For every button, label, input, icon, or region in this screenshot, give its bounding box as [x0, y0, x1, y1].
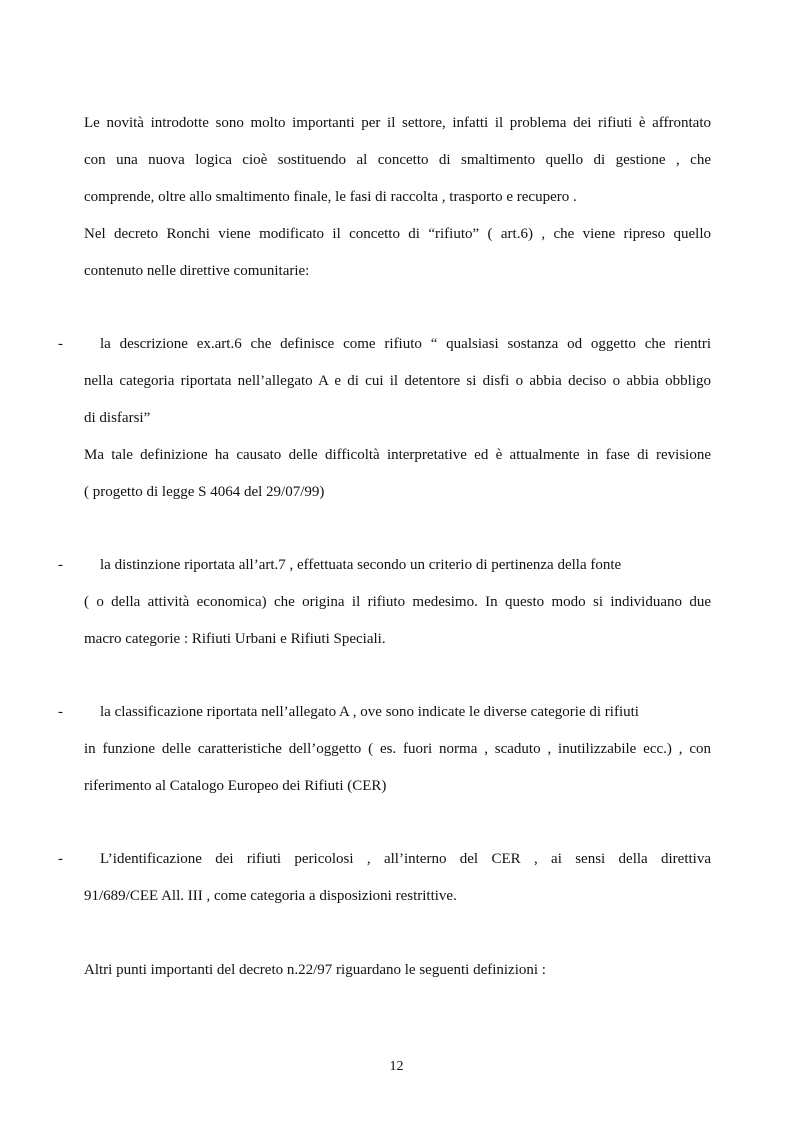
- text-line: macro categorie : Rifiuti Urbani e Rifiuti Speciali.: [84, 631, 386, 647]
- text-line: comprende, oltre allo smaltimento finale, le fasi di raccolta , trasporto e recupero .: [84, 189, 577, 205]
- bullet-dash: -: [58, 704, 63, 720]
- text-line: Ma tale definizione ha causato delle difficoltà interpretative ed è attualmente in fase di revisione: [84, 447, 711, 463]
- bullet-dash: -: [58, 851, 63, 867]
- text-line: Nel decreto Ronchi viene modificato il concetto di “rifiuto” ( art.6) , che viene ripreso quello: [84, 226, 711, 242]
- text-line: ( o della attività economica) che origina il rifiuto medesimo. In questo modo si individuano due: [84, 594, 711, 610]
- text-line: in funzione delle caratteristiche dell’oggetto ( es. fuori norma , scaduto , inutilizzabile ecc.) , con: [84, 741, 711, 757]
- text-line: Altri punti importanti del decreto n.22/97 riguardano le seguenti definizioni :: [84, 962, 546, 978]
- text-line: ( progetto di legge S 4064 del 29/07/99): [84, 484, 325, 500]
- text-line: riferimento al Catalogo Europeo dei Rifiuti (CER): [84, 778, 387, 794]
- text-line: di disfarsi”: [84, 410, 151, 426]
- text-line: L’identificazione dei rifiuti pericolosi , all’interno del CER , ai sensi della direttiva: [100, 851, 711, 867]
- text-line: Le novità introdotte sono molto importanti per il settore, infatti il problema dei rifiuti è affrontato: [84, 115, 711, 131]
- text-line: con una nuova logica cioè sostituendo al concetto di smaltimento quello di gestione , che: [84, 152, 711, 168]
- text-line: nella categoria riportata nell’allegato A e di cui il detentore si disfi o abbia deciso o abbia obbligo: [84, 373, 711, 389]
- bullet-dash: -: [58, 336, 63, 352]
- text-line: 91/689/CEE All. III , come categoria a disposizioni restrittive.: [84, 888, 457, 904]
- text-line: la distinzione riportata all’art.7 , effettuata secondo un criterio di pertinenza della fonte: [100, 557, 622, 573]
- text-line: contenuto nelle direttive comunitarie:: [84, 263, 310, 279]
- text-line: la classificazione riportata nell’allegato A , ove sono indicate le diverse categorie di rifiuti: [100, 704, 639, 720]
- page-number: 12: [389, 1059, 404, 1074]
- text-line: la descrizione ex.art.6 che definisce come rifiuto “ qualsiasi sostanza od oggetto che rientri: [100, 336, 711, 352]
- bullet-dash: -: [58, 557, 63, 573]
